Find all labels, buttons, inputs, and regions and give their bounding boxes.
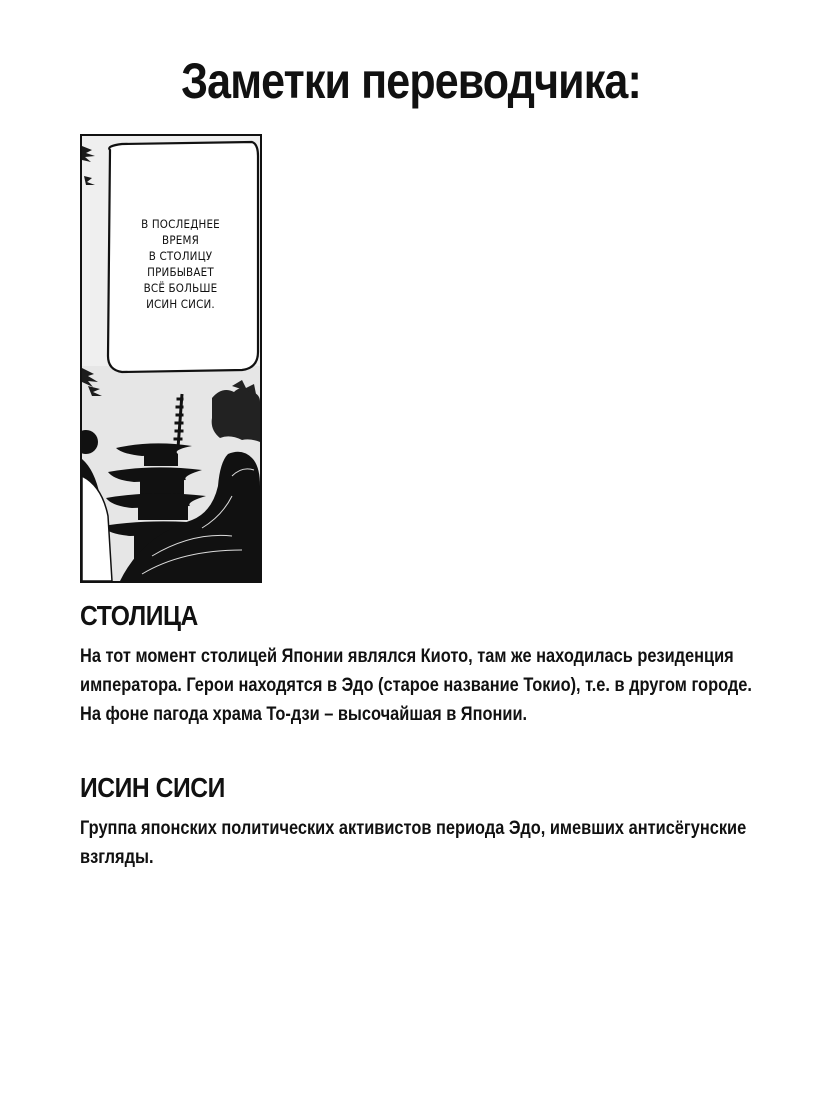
page-title: Заметки переводчика: <box>181 53 641 109</box>
section-heading: СТОЛИЦА <box>80 600 198 631</box>
manga-panel <box>80 134 262 583</box>
section-paragraph: На тот момент столицей Японии являлся Киото, там же находилась резиденция императора. Герои находятся в Эдо (старое название Токио), т.е. в другом городе. <box>80 645 752 696</box>
speech-bubble-text: В ПОСЛЕДНЕЕ ВРЕМЯ В СТОЛИЦУ ПРИБЫВАЕТ ВСЁ БОЛЬШЕ ИСИН СИСИ. <box>141 217 220 311</box>
note-section-ishin-shishi <box>80 772 790 872</box>
section-heading: ИСИН СИСИ <box>80 772 225 803</box>
manga-panel-illustration <box>82 136 260 581</box>
note-section-capital <box>80 600 790 729</box>
section-paragraph: На фоне пагода храма То-дзи – высочайшая в Японии. <box>80 703 528 725</box>
section-paragraph: Группа японских политических активистов периода Эдо, имевших антисёгунские взгляды. <box>80 817 747 868</box>
